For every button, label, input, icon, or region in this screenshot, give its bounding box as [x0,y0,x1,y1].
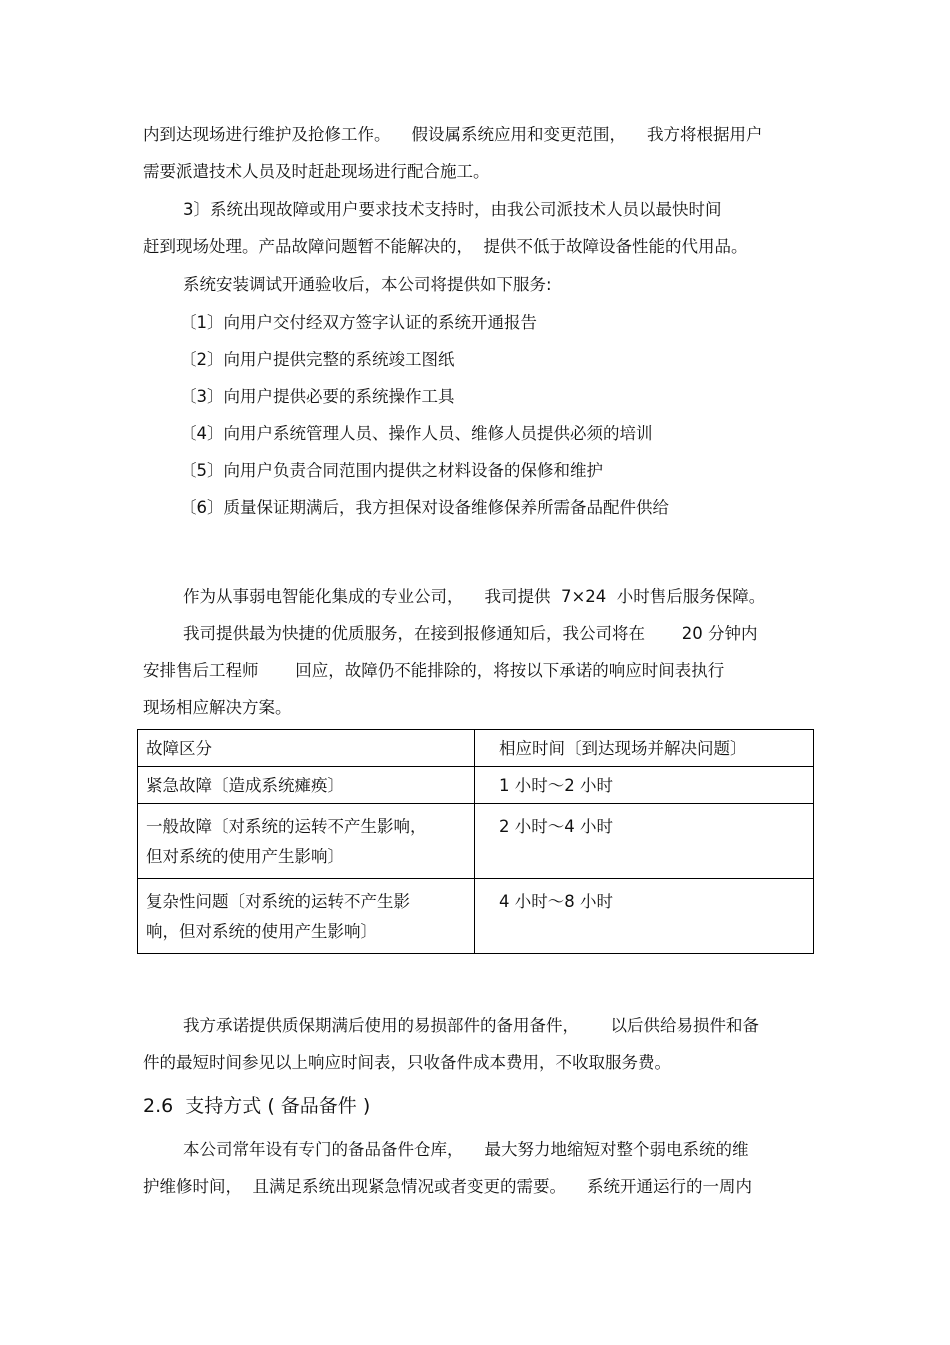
paragraph-line: 作为从事弱电智能化集成的专业公司， 我司提供 7×24 小时售后服务保障。 [183,587,766,606]
table-cell-category: 紧急故障〔造成系统瘫痪〕 [138,767,475,804]
table-cell-time: 2 小时～4 小时 [475,804,814,879]
table-header-cell: 故障区分 [138,730,475,767]
paragraph-line: 内到达现场进行维护及抢修工作。 假设属系统应用和变更范围， 我方将根据用户 [143,125,763,144]
list-item: 〔6〕质量保证期满后，我方担保对设备维修保养所需备品配件供给 [180,498,669,517]
table-cell-time: 1 小时～2 小时 [475,767,814,804]
table-cell-category: 复杂性问题〔对系统的运转不产生影 响，但对系统的使用产生影响〕 [138,879,475,954]
table-header-row [138,730,814,767]
list-item: 〔4〕向用户系统管理人员、操作人员、维修人员提供必须的培训 [180,424,653,443]
section-heading: 2.6 支持方式 ( 备品备件 ) [143,1095,371,1117]
table-row [138,879,814,954]
table-cell-category: 一般故障〔对系统的运转不产生影响， 但对系统的使用产生影响〕 [138,804,475,879]
paragraph-line: 赶到现场处理。产品故障问题暂不能解决的， 提供不低于故障设备性能的代用品。 [143,237,748,256]
paragraph-line: 需要派遣技术人员及时赶赴现场进行配合施工。 [143,162,490,181]
list-item: 〔1〕向用户交付经双方签字认证的系统开通报告 [180,313,537,332]
response-time-table [137,729,814,954]
paragraph-line: 本公司常年设有专门的备品备件仓库， 最大努力地缩短对整个弱电系统的维 [183,1140,749,1159]
table-header-cell: 相应时间〔到达现场并解决问题〕 [475,730,814,767]
paragraph-line: 安排售后工程师 回应，故障仍不能排除的，将按以下承诺的响应时间表执行 [143,661,725,680]
table-cell-time: 4 小时～8 小时 [475,879,814,954]
list-item: 〔5〕向用户负责合同范围内提供之材料设备的保修和维护 [180,461,603,480]
paragraph-line: 现场相应解决方案。 [143,698,292,717]
paragraph-line: 3〕系统出现故障或用户要求技术支持时，由我公司派技术人员以最快时间 [183,200,722,219]
paragraph-line: 件的最短时间参见以上响应时间表，只收备件成本费用，不收取服务费。 [143,1053,671,1072]
list-item: 〔2〕向用户提供完整的系统竣工图纸 [180,350,455,369]
list-intro: 系统安装调试开通验收后，本公司将提供如下服务: [183,275,552,294]
paragraph-line: 我方承诺提供质保期满后使用的易损部件的备用备件， 以后供给易损件和备 [183,1016,759,1035]
table-row [138,804,814,879]
paragraph-line: 我司提供最为快捷的优质服务，在接到报修通知后，我公司将在 20 分钟内 [183,624,758,643]
paragraph-line: 护维修时间， 且满足系统出现紧急情况或者变更的需要。 系统开通运行的一周内 [143,1177,752,1196]
table-row [138,767,814,804]
list-item: 〔3〕向用户提供必要的系统操作工具 [180,387,455,406]
